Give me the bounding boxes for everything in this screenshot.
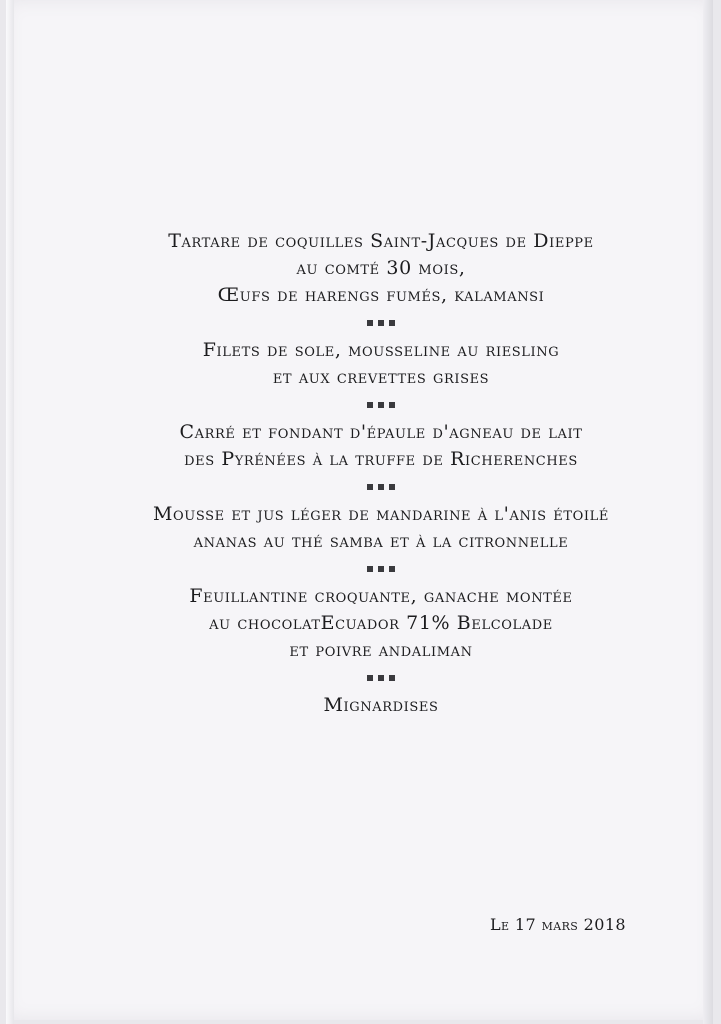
separator-dot bbox=[367, 320, 373, 326]
course-line: Mignardises bbox=[323, 694, 439, 716]
paper-edge-right bbox=[703, 0, 713, 1024]
separator-dot bbox=[389, 484, 395, 490]
course-line: ananas au thé samba et à la citronnelle bbox=[193, 530, 569, 552]
paper-edge-left bbox=[6, 0, 14, 1024]
course-line: au chocolatEcuador 71% Belcolade bbox=[209, 612, 553, 634]
course-6 bbox=[66, 692, 696, 719]
course-separator bbox=[66, 664, 696, 692]
separator-dot bbox=[378, 320, 384, 326]
separator-dot bbox=[378, 566, 384, 572]
separator-dot bbox=[389, 320, 395, 326]
separator-dot bbox=[367, 675, 373, 681]
course-line: Œufs de harengs fumés, kalamansi bbox=[217, 284, 545, 306]
course-line: et poivre andaliman bbox=[289, 639, 473, 661]
course-separator bbox=[66, 473, 696, 501]
separator-dot bbox=[378, 402, 384, 408]
course-4 bbox=[66, 501, 696, 555]
separator-dot bbox=[367, 484, 373, 490]
course-line: Carré et fondant d'épaule d'agneau de lait bbox=[179, 421, 583, 443]
course-1 bbox=[66, 228, 696, 309]
separator-dot bbox=[367, 402, 373, 408]
course-2 bbox=[66, 337, 696, 391]
menu-card bbox=[6, 0, 713, 1020]
separator-dot bbox=[389, 402, 395, 408]
course-line: au comté 30 mois, bbox=[296, 257, 466, 279]
course-line: Tartare de coquilles Saint-Jacques de Dieppe bbox=[168, 230, 594, 252]
course-separator bbox=[66, 391, 696, 419]
course-3 bbox=[66, 419, 696, 473]
course-line: Feuillantine croquante, ganache montée bbox=[189, 585, 573, 607]
course-line: Filets de sole, mousseline au riesling bbox=[202, 339, 560, 361]
separator-dot bbox=[389, 566, 395, 572]
menu-date: Le 17 mars 2018 bbox=[489, 915, 626, 934]
separator-dot bbox=[378, 484, 384, 490]
course-line: Mousse et jus léger de mandarine à l'anis étoilé bbox=[153, 503, 609, 525]
course-line: et aux crevettes grises bbox=[272, 366, 490, 388]
course-5 bbox=[66, 583, 696, 664]
separator-dot bbox=[367, 566, 373, 572]
separator-dot bbox=[378, 675, 384, 681]
course-separator bbox=[66, 555, 696, 583]
course-separator bbox=[66, 309, 696, 337]
separator-dot bbox=[389, 675, 395, 681]
menu-body bbox=[66, 228, 696, 719]
course-line: des Pyrénées à la truffe de Richerenches bbox=[184, 448, 578, 470]
